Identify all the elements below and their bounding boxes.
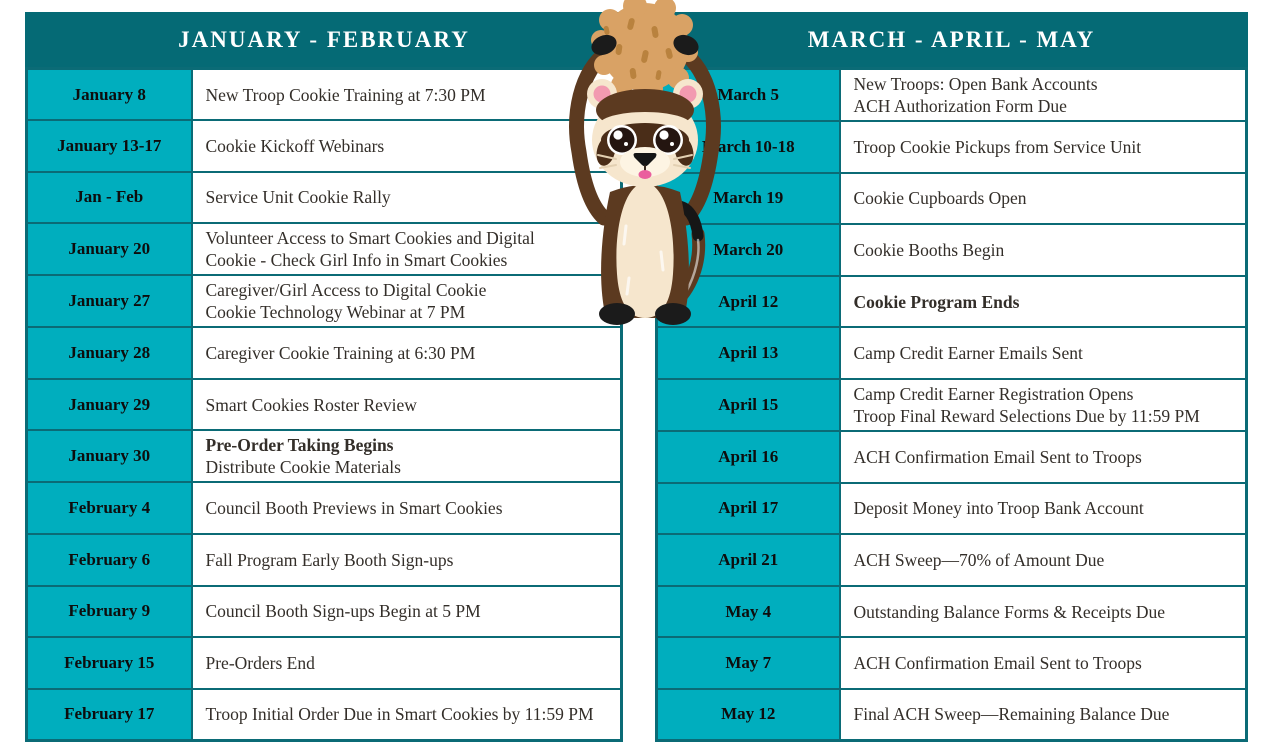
event-text: Service Unit Cookie Rally (205, 187, 391, 208)
table-row (27, 689, 622, 741)
mar-apr-may-header (655, 12, 1248, 67)
event-cell (840, 121, 1247, 173)
table-row (27, 586, 622, 638)
event-cell (192, 534, 622, 586)
event-text: ACH Confirmation Email Sent to Troops (853, 446, 1142, 467)
ferret-foot (655, 303, 691, 325)
event-text: Council Booth Sign-ups Begin at 5 PM (205, 601, 481, 622)
date-cell: May 7 (657, 637, 840, 689)
mar-apr-may-calendar (655, 12, 1248, 742)
table-row (657, 327, 1247, 379)
table-row (657, 276, 1247, 328)
event-text: Cookie Technology Webinar at 7 PM (205, 302, 466, 323)
date-cell: March 20 (657, 224, 840, 276)
table-row (27, 327, 622, 379)
date-cell: February 9 (27, 586, 192, 638)
mar-apr-may-table (655, 67, 1248, 742)
ferret-foot (599, 303, 635, 325)
event-cell (840, 586, 1247, 638)
event-cell (840, 173, 1247, 225)
event-text: Camp Credit Earner Registration Opens (853, 383, 1134, 404)
table-row (657, 586, 1247, 638)
table-row (27, 69, 622, 121)
date-cell: February 17 (27, 689, 192, 741)
ferret-cookie-illustration (560, 0, 730, 330)
event-cell (192, 327, 622, 379)
event-text: Troop Initial Order Due in Smart Cookies by 11:59 PM (205, 704, 594, 725)
jan-feb-header (25, 12, 623, 67)
table-row (27, 379, 622, 431)
table-row (27, 534, 622, 586)
date-cell: May 12 (657, 689, 840, 741)
table-row (657, 689, 1247, 741)
date-cell: April 21 (657, 534, 840, 586)
event-cell (192, 172, 622, 224)
event-text: Cookie Kickoff Webinars (205, 135, 385, 156)
event-text: Fall Program Early Booth Sign-ups (205, 549, 454, 570)
event-cell (840, 69, 1247, 122)
event-cell (840, 689, 1247, 741)
table-row (657, 224, 1247, 276)
event-cell (840, 327, 1247, 379)
event-text: Smart Cookies Roster Review (205, 394, 417, 415)
event-cell (192, 430, 622, 482)
date-cell: January 8 (27, 69, 192, 121)
date-cell: January 13-17 (27, 120, 192, 172)
event-text: Final ACH Sweep—Remaining Balance Due (853, 704, 1170, 725)
event-cell (840, 483, 1247, 535)
date-cell: February 4 (27, 482, 192, 534)
date-cell: January 30 (27, 430, 192, 482)
date-cell: February 15 (27, 637, 192, 689)
event-text: Deposit Money into Troop Bank Account (853, 498, 1144, 519)
event-text: New Troops: Open Bank Accounts (853, 74, 1098, 94)
date-cell: February 6 (27, 534, 192, 586)
date-cell: April 16 (657, 431, 840, 483)
ferret-head (587, 79, 703, 187)
table-row (657, 173, 1247, 225)
event-text: ACH Sweep—70% of Amount Due (853, 549, 1105, 570)
event-text: ACH Authorization Form Due (853, 96, 1067, 116)
table-row (27, 430, 622, 482)
date-cell: January 28 (27, 327, 192, 379)
mar-apr-may-title: MARCH - APRIL - MAY (807, 26, 1096, 52)
event-cell (840, 637, 1247, 689)
event-cell (192, 586, 622, 638)
table-row (657, 121, 1247, 173)
event-cell (840, 224, 1247, 276)
event-text: Camp Credit Earner Emails Sent (853, 343, 1083, 364)
date-cell: Jan - Feb (27, 172, 192, 224)
table-row (657, 431, 1247, 483)
date-cell: January 20 (27, 223, 192, 275)
ferret-body (599, 182, 691, 325)
event-text: Distribute Cookie Materials (205, 457, 401, 478)
date-cell: April 12 (657, 276, 840, 328)
date-cell: April 13 (657, 327, 840, 379)
date-cell: May 4 (657, 586, 840, 638)
event-text: Cookie Program Ends (853, 291, 1020, 312)
date-cell: April 15 (657, 379, 840, 431)
jan-feb-table (25, 67, 623, 742)
table-row (27, 637, 622, 689)
table-row (657, 69, 1247, 122)
table-row (27, 482, 622, 534)
event-cell (192, 69, 622, 121)
event-cell (192, 120, 622, 172)
table-row (657, 483, 1247, 535)
date-cell: January 29 (27, 379, 192, 431)
date-cell: March 10-18 (657, 121, 840, 173)
jan-feb-calendar (25, 12, 623, 742)
table-row (657, 534, 1247, 586)
event-text: Pre-Order Taking Begins (205, 435, 394, 456)
event-cell (840, 379, 1247, 431)
table-row (27, 120, 622, 172)
event-text: Cookie - Check Girl Info in Smart Cookies (205, 250, 508, 271)
date-cell: April 17 (657, 483, 840, 535)
event-cell (840, 534, 1247, 586)
event-text: Council Booth Previews in Smart Cookies (205, 498, 503, 519)
event-cell (192, 689, 622, 741)
event-cell (840, 431, 1247, 483)
jan-feb-title: JANUARY - FEBRUARY (178, 26, 470, 52)
event-cell (192, 223, 622, 275)
event-cell (192, 482, 622, 534)
ferret-tongue (639, 170, 652, 179)
table-row (657, 379, 1247, 431)
event-text: Troop Cookie Pickups from Service Unit (853, 136, 1142, 157)
table-row (27, 223, 622, 275)
event-text: Caregiver Cookie Training at 6:30 PM (205, 343, 476, 364)
event-cell (192, 637, 622, 689)
event-text: Outstanding Balance Forms & Receipts Due (853, 601, 1166, 622)
event-cell (840, 276, 1247, 328)
table-row (27, 172, 622, 224)
event-text: Caregiver/Girl Access to Digital Cookie (205, 280, 487, 301)
date-cell: January 27 (27, 275, 192, 327)
event-text: ACH Confirmation Email Sent to Troops (853, 653, 1142, 674)
table-row (27, 275, 622, 327)
event-text: Cookie Cupboards Open (853, 188, 1027, 209)
event-text: New Troop Cookie Training at 7:30 PM (205, 84, 486, 105)
table-row (657, 637, 1247, 689)
event-text: Volunteer Access to Smart Cookies and Digital (205, 228, 535, 249)
event-text: Pre-Orders End (205, 653, 315, 674)
date-cell: March 19 (657, 173, 840, 225)
event-text: Troop Final Reward Selections Due by 11:59 PM (853, 405, 1200, 426)
event-cell (192, 379, 622, 431)
event-text: Cookie Booths Begin (853, 239, 1005, 260)
date-cell: March 5 (657, 69, 840, 122)
event-cell (192, 275, 622, 327)
